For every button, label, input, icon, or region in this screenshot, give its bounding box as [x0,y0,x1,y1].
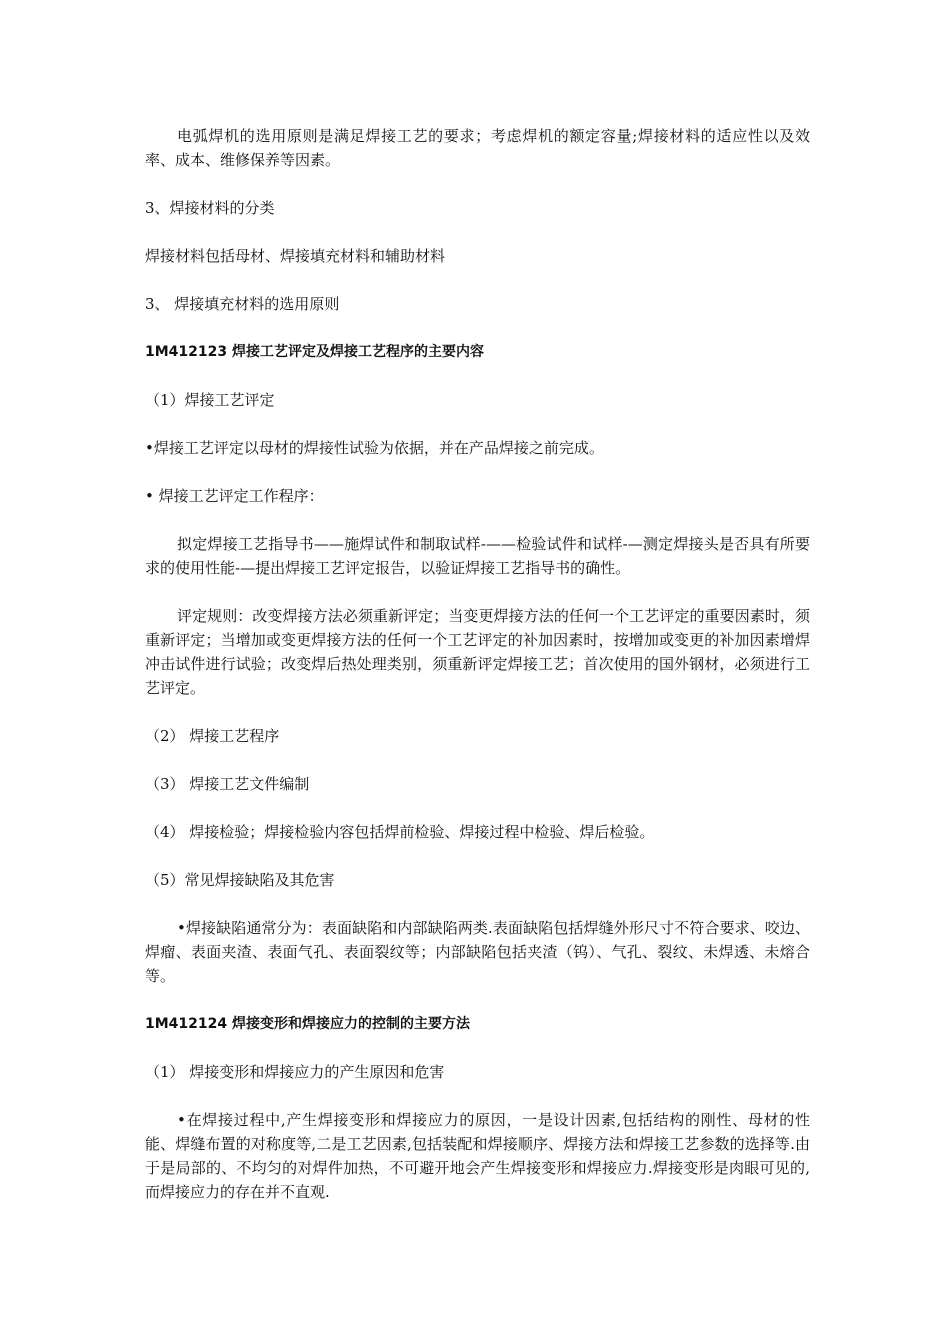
paragraph-material-types: 焊接材料包括母材、焊接填充材料和辅助材料 [145,247,446,265]
item-process-documents: （3） 焊接工艺文件编制 [145,775,310,793]
item-welding-inspection: （4） 焊接检验；焊接检验内容包括焊前检验、焊接过程中检验、焊后检验。 [145,823,655,841]
bullet-qualification-steps: • 焊接工艺评定工作程序： [145,487,324,505]
heading-1m412124: 1M412124 焊接变形和焊接应力的控制的主要方法 [145,1016,470,1032]
item-procedure-qualification: （1）焊接工艺评定 [145,391,275,409]
item-deformation-causes: （1） 焊接变形和焊接应力的产生原因和危害 [145,1063,445,1081]
bullet-qualification-basis: •焊接工艺评定以母材的焊接性试验为依据，并在产品焊接之前完成。 [145,439,604,457]
section-material-classification: 3、焊接材料的分类 [145,199,275,217]
item-common-defects: （5）常见焊接缺陷及其危害 [145,871,335,889]
heading-1m412123: 1M412123 焊接工艺评定及焊接工艺程序的主要内容 [145,344,484,360]
paragraph-evaluation-rules: 评定规则：改变焊接方法必须重新评定；当变更焊接方法的任何一个工艺评定的重要因素时，须重新评定；当增加或变更焊接方法的任何一个工艺评定的补加因素时，按增加或变更的补加因素增焊冲击试件进行试验；改变焊后热处理类别，须重新评定焊接工艺；首次使用的国外钢材，必须进行工艺评定。 [145,607,810,697]
paragraph-deformation-explanation: •在焊接过程中,产生焊接变形和焊接应力的原因，一是设计因素,包括结构的刚性、母材的性能、焊缝布置的对称度等,二是工艺因素,包括装配和焊接顺序、焊接方法和焊接工艺参数的选择等.由于是局部的、不均匀的对焊件加热，不可避开地会产生焊接变形和焊接应力.焊接变形是肉眼可见的,而焊接应力的存在并不直观. [145,1111,810,1201]
item-welding-procedure: （2） 焊接工艺程序 [145,727,280,745]
document-body [145,124,810,1204]
section-filler-selection: 3、 焊接填充材料的选用原则 [145,295,340,313]
paragraph-defect-types: •焊接缺陷通常分为：表面缺陷和内部缺陷两类.表面缺陷包括焊缝外形尺寸不符合要求、咬边、焊瘤、表面夹渣、表面气孔、表面裂纹等；内部缺陷包括夹渣（钨）、气孔、裂纹、未焊透、未熔合等。 [145,919,810,985]
paragraph-procedure-flow: 拟定焊接工艺指导书——施焊试件和制取试样-——检验试件和试样-—测定焊接头是否具有所要求的使用性能-—提出焊接工艺评定报告，以验证焊接工艺指导书的确性。 [145,535,810,577]
paragraph-welder-selection: 电弧焊机的选用原则是满足焊接工艺的要求；考虑焊机的额定容量;焊接材料的适应性以及效率、成本、维修保养等因素。 [145,127,810,169]
